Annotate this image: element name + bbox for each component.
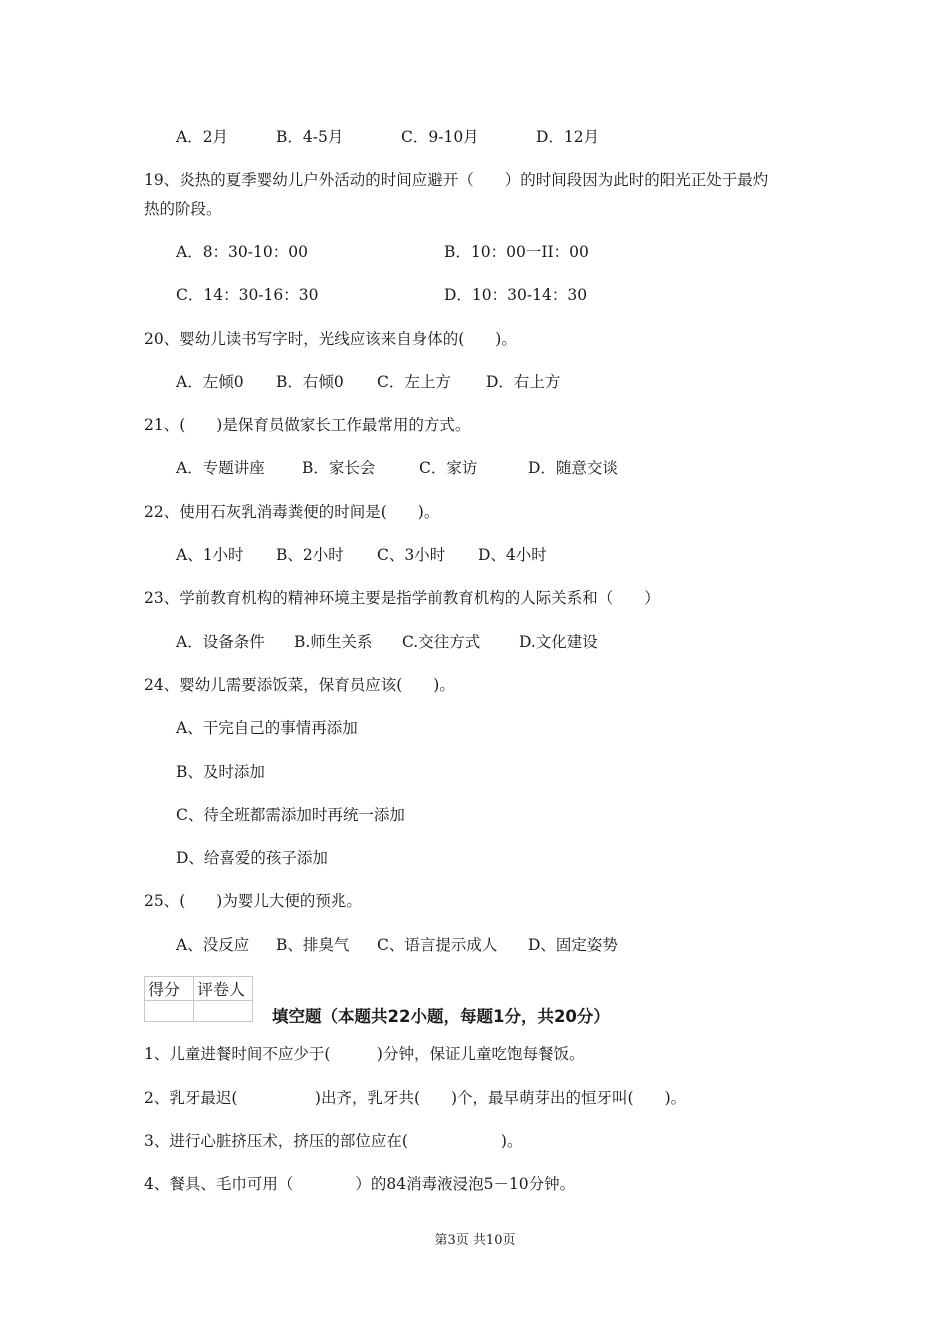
q22-option-c: C、3小时 (377, 546, 446, 564)
grader-cell[interactable] (194, 1001, 253, 1022)
q22-option-b: B、2小时 (276, 546, 344, 564)
fill-question-3: 3、进行心脏挤压术，挤压的部位应在( )。 (144, 1132, 523, 1150)
q23-stem: 23、学前教育机构的精神环境主要是指学前教育机构的人际关系和（ ） (144, 589, 660, 607)
q21-option-c: C．家访 (419, 459, 478, 477)
q19-option-d: D．10：30-14：30 (444, 286, 588, 304)
q21-option-d: D．随意交谈 (528, 459, 618, 477)
q23-option-b: B.师生关系 (294, 633, 373, 651)
q18-option-a: A．2月 (176, 128, 229, 146)
q22-option-a: A、1小时 (176, 546, 244, 564)
fill-question-1: 1、儿童进餐时间不应少于( )分钟，保证儿童吃饱每餐饭。 (144, 1045, 585, 1063)
section-title: 填空题（本题共22小题，每题1分，共20分） (272, 1007, 610, 1026)
q24-option-c: C、待全班都需添加时再统一添加 (176, 806, 405, 824)
q22-stem: 22、使用石灰乳消毒粪便的时间是( )。 (144, 503, 440, 521)
q22-option-d: D、4小时 (478, 546, 547, 564)
q24-option-d: D、给喜爱的孩子添加 (176, 849, 328, 867)
score-table (144, 976, 253, 1022)
q24-option-a: A、干完自己的事情再添加 (176, 719, 358, 737)
q18-option-d: D．12月 (536, 128, 600, 146)
q19-option-a: A．8：30-10：00 (176, 243, 308, 261)
q20-option-d: D．右上方 (486, 373, 561, 391)
q25-option-c: C、语言提示成人 (377, 936, 498, 954)
q25-option-d: D、固定姿势 (528, 936, 618, 954)
q25-option-b: B、排臭气 (276, 936, 350, 954)
fill-question-2: 2、乳牙最迟( )出齐，乳牙共( )个，最早萌芽出的恒牙叫( )。 (144, 1089, 687, 1107)
q19-option-b: B．10：00一II：00 (444, 243, 589, 261)
score-cell[interactable] (145, 1001, 194, 1022)
q24-stem: 24、婴幼儿需要添饭菜，保育员应该( )。 (144, 676, 455, 694)
grader-label: 评卷人 (194, 977, 253, 1001)
q23-option-c: C.交往方式 (402, 633, 481, 651)
q24-option-b: B、及时添加 (176, 763, 265, 781)
q19-stem-line1: 19、炎热的夏季婴幼儿户外活动的时间应避开（ ）的时间段因为此时的阳光正处于最灼 (144, 171, 769, 189)
q18-option-b: B．4-5月 (276, 128, 344, 146)
q20-option-a: A．左倾0 (176, 373, 244, 391)
q20-stem: 20、婴幼儿读书写字时，光线应该来自身体的( )。 (144, 330, 517, 348)
q25-option-a: A、没反应 (176, 936, 250, 954)
q25-stem: 25、( )为婴儿大便的预兆。 (144, 892, 362, 910)
q23-option-a: A．设备条件 (176, 633, 265, 651)
score-label: 得分 (145, 977, 194, 1001)
q21-option-a: A．专题讲座 (176, 459, 265, 477)
q21-stem: 21、( )是保育员做家长工作最常用的方式。 (144, 416, 471, 434)
q19-option-c: C．14：30-16：30 (176, 286, 319, 304)
q20-option-b: B．右倾0 (276, 373, 344, 391)
q20-option-c: C．左上方 (377, 373, 451, 391)
q23-option-d: D.文化建设 (519, 633, 598, 651)
page-footer: 第3页 共10页 (434, 1233, 516, 1248)
fill-question-4: 4、餐具、毛巾可用（ ）的84消毒液浸泡5－10分钟。 (144, 1175, 576, 1193)
q18-option-c: C．9-10月 (401, 128, 479, 146)
q19-stem-line2: 热的阶段。 (144, 200, 222, 218)
q21-option-b: B．家长会 (302, 459, 376, 477)
